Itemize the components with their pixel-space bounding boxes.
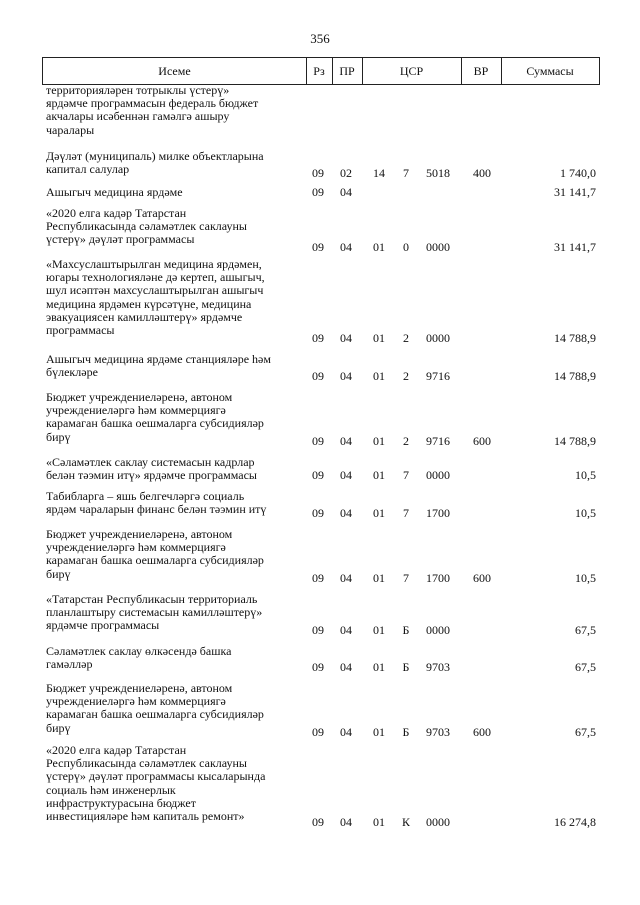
cell-sum: 14 788,9	[554, 434, 596, 448]
row-name-line: бирү	[46, 429, 71, 444]
cell-sum: 14 788,9	[554, 369, 596, 383]
row-name-line: акчалары исәбеннән гамәлгә ашыру	[46, 109, 230, 124]
row-name-line: чаралары	[46, 122, 95, 137]
row-name-line: учреждениеләргә һәм коммерциягә	[46, 403, 226, 418]
cell-c1: 01	[373, 468, 385, 482]
cell-pr: 04	[340, 623, 352, 637]
table-row	[42, 391, 598, 448]
cell-c2: 7	[403, 571, 409, 585]
cell-c2: К	[401, 815, 410, 829]
cell-rz: 09	[312, 725, 324, 739]
cell-pr: 04	[340, 468, 352, 482]
cell-c3: 5018	[426, 166, 450, 180]
cell-pr: 04	[340, 240, 352, 254]
cell-sum: 16 274,8	[554, 815, 596, 829]
row-name-line: «Сәламәтлек саклау системасын кадрлар	[46, 455, 255, 469]
row-name-line: учреждениеләргә һәм коммерциягә	[46, 540, 226, 555]
table-row	[42, 490, 598, 520]
row-name	[46, 682, 338, 735]
cell-vr: 600	[473, 571, 491, 585]
cell-pr: 04	[340, 815, 352, 829]
cell-pr: 04	[340, 185, 352, 199]
row-name-line: белән тәэмин итү» ярдәмче программасы	[46, 468, 257, 483]
row-name	[46, 490, 338, 516]
page-number: 356	[310, 31, 330, 46]
cell-sum: 10,5	[575, 468, 596, 482]
header-rz: Рз	[306, 58, 333, 84]
table-row	[42, 593, 598, 637]
cell-rz: 09	[312, 468, 324, 482]
cell-sum: 10,5	[575, 506, 596, 520]
row-name	[46, 207, 338, 247]
row-name-line: эвакуациясен камилләштерү» ярдәмче	[46, 309, 243, 324]
header-pr: ПР	[332, 58, 363, 84]
row-name	[46, 456, 338, 482]
cell-pr: 04	[340, 506, 352, 520]
header-sum: Суммасы	[526, 64, 574, 78]
row-name-line: Табибларга – яшь белгечләргә социаль	[46, 489, 245, 503]
cell-vr: 600	[473, 725, 491, 739]
header-vr: ВР	[461, 58, 502, 84]
row-name-line: үстерү» дәүләт программасы	[46, 232, 195, 247]
cell-sum: 67,5	[575, 725, 596, 739]
cell-c3: 9716	[426, 434, 450, 448]
header-csr: ЦСР	[362, 58, 462, 84]
cell-rz: 09	[312, 571, 324, 585]
table-row	[42, 258, 598, 345]
cell-c3: 1700	[426, 571, 450, 585]
row-name-line: программасы	[46, 323, 115, 338]
cell-rz: 09	[312, 660, 324, 674]
cell-c1: 01	[373, 571, 385, 585]
table-row	[42, 353, 598, 383]
cell-vr: 400	[473, 166, 491, 180]
cell-sum: 31 141,7	[554, 240, 596, 254]
row-name-line: гамәлләр	[46, 657, 93, 672]
row-name-line: планлаштыру системасын камилләштерү»	[46, 605, 263, 620]
cell-c2: 2	[403, 331, 409, 345]
row-name-line: ярдәмче программасын федераль бюджет	[46, 96, 259, 111]
table-row	[42, 84, 598, 138]
cell-c2: Б	[402, 660, 410, 674]
table-row	[42, 456, 598, 482]
cell-rz: 09	[312, 240, 324, 254]
row-name-line: карамаган башка оешмаларга субсидияләр	[46, 707, 264, 722]
cell-sum: 1 740,0	[560, 166, 596, 180]
table-header	[42, 57, 600, 85]
cell-c1: 01	[373, 331, 385, 345]
row-name-line: «Махсуслаштырылган медицина ярдәмен,	[46, 257, 262, 271]
cell-pr: 04	[340, 725, 352, 739]
cell-c2: 2	[403, 369, 409, 383]
row-name-line: Дәүләт (муниципаль) милке объектларына	[46, 149, 264, 163]
cell-pr: 04	[340, 331, 352, 345]
row-name-line: үстерү» дәүләт программасы кысаларында	[46, 769, 266, 784]
cell-c1: 01	[373, 725, 385, 739]
cell-c3: 0000	[426, 468, 450, 482]
row-name-line: «2020 елга кадәр Татарстан	[46, 743, 187, 757]
row-name-line: карамаган башка оешмаларга субсидияләр	[46, 553, 264, 568]
cell-c3: 9703	[426, 660, 450, 674]
cell-pr: 04	[340, 369, 352, 383]
row-name-line: ярдәм чараларын финанс белән тәэмин итү	[46, 502, 267, 517]
cell-vr: 600	[473, 434, 491, 448]
cell-c3: 0000	[426, 815, 450, 829]
cell-sum: 67,5	[575, 623, 596, 637]
row-name-line: Республикасында сәламәтлек саклауны	[46, 756, 247, 771]
table-row	[42, 150, 598, 180]
row-name	[46, 391, 338, 444]
cell-c1: 01	[373, 660, 385, 674]
cell-rz: 09	[312, 815, 324, 829]
cell-c1: 01	[373, 815, 385, 829]
cell-c3: 9703	[426, 725, 450, 739]
cell-c3: 0000	[426, 240, 450, 254]
cell-rz: 09	[312, 369, 324, 383]
row-name-line: территорияләрен тотрыклы үстерү»	[46, 83, 230, 97]
table-row	[42, 186, 598, 199]
cell-c2: 7	[403, 468, 409, 482]
cell-c2: 2	[403, 434, 409, 448]
row-name-line: Бюджет учреждениеләренә, автоном	[46, 681, 233, 695]
cell-c3: 9716	[426, 369, 450, 383]
cell-rz: 09	[312, 623, 324, 637]
cell-c3: 1700	[426, 506, 450, 520]
table-row	[42, 207, 598, 254]
cell-rz: 09	[312, 185, 324, 199]
cell-rz: 09	[312, 166, 324, 180]
cell-sum: 10,5	[575, 571, 596, 585]
row-name	[46, 645, 338, 671]
row-name	[46, 593, 338, 633]
cell-c1: 01	[373, 623, 385, 637]
cell-sum: 67,5	[575, 660, 596, 674]
row-name-line: Ашыгыч медицина ярдәме	[46, 185, 183, 199]
cell-c2: Б	[402, 725, 410, 739]
header-name: Исеме	[43, 58, 307, 84]
cell-c1: 01	[373, 240, 385, 254]
cell-c3: 0000	[426, 331, 450, 345]
cell-c1: 01	[373, 434, 385, 448]
row-name	[46, 186, 338, 199]
cell-c1: 01	[373, 506, 385, 520]
row-name	[46, 84, 338, 137]
cell-pr: 04	[340, 660, 352, 674]
row-name-line: медицина ярдәмен күрсәтүне, медицина	[46, 296, 252, 311]
cell-c1: 01	[373, 369, 385, 383]
row-name-line: ярдәмче программасы	[46, 618, 160, 633]
row-name-line: инвестицияләре һәм капиталь ремонт»	[46, 809, 245, 824]
cell-c2: 7	[403, 166, 409, 180]
cell-pr: 04	[340, 571, 352, 585]
row-name-line: бүлекләре	[46, 365, 98, 380]
table-row	[42, 744, 598, 829]
cell-c1: 14	[373, 166, 385, 180]
cell-rz: 09	[312, 331, 324, 345]
row-name-line: учреждениеләргә һәм коммерциягә	[46, 694, 226, 709]
cell-sum: 14 788,9	[554, 331, 596, 345]
row-name-line: «Татарстан Республикасын территориаль	[46, 592, 258, 606]
cell-c2: 0	[403, 240, 409, 254]
row-name-line: карамаган башка оешмаларга субсидияләр	[46, 416, 264, 431]
row-name-line: югары технологияләне дә кертеп, ашыгыч,	[46, 270, 265, 285]
row-name-line: инфраструктурасына бюджет	[46, 795, 196, 810]
cell-c3: 0000	[426, 623, 450, 637]
row-name-line: Бюджет учреждениеләренә, автоном	[46, 527, 233, 541]
cell-sum: 31 141,7	[554, 185, 596, 199]
row-name-line: Республикасында сәламәтлек саклауны	[46, 219, 247, 234]
row-name-line: бирү	[46, 720, 71, 735]
row-name	[46, 353, 338, 379]
row-name-line: социаль һәм инженерлык	[46, 782, 176, 797]
row-name-line: бирү	[46, 566, 71, 581]
cell-c2: Б	[402, 623, 410, 637]
row-name-line: «2020 елга кадәр Татарстан	[46, 206, 187, 220]
cell-c2: 7	[403, 506, 409, 520]
row-name-line: Сәламәтлек саклау өлкәсендә башка	[46, 644, 232, 658]
row-name-line: Бюджет учреждениеләренә, автоном	[46, 390, 233, 404]
cell-rz: 09	[312, 434, 324, 448]
row-name	[46, 744, 338, 823]
row-name-line: Ашыгыч медицина ярдәме станцияләре һәм	[46, 352, 271, 366]
table-row	[42, 645, 598, 674]
cell-pr: 02	[340, 166, 352, 180]
row-name	[46, 258, 338, 337]
table-row	[42, 682, 598, 739]
row-name-line: шул исәптән махсуслаштырылган ашыгыч	[46, 283, 264, 298]
cell-pr: 04	[340, 434, 352, 448]
cell-rz: 09	[312, 506, 324, 520]
row-name	[46, 528, 338, 581]
table-row	[42, 528, 598, 585]
row-name	[46, 150, 338, 176]
row-name-line: капитал салулар	[46, 162, 130, 177]
